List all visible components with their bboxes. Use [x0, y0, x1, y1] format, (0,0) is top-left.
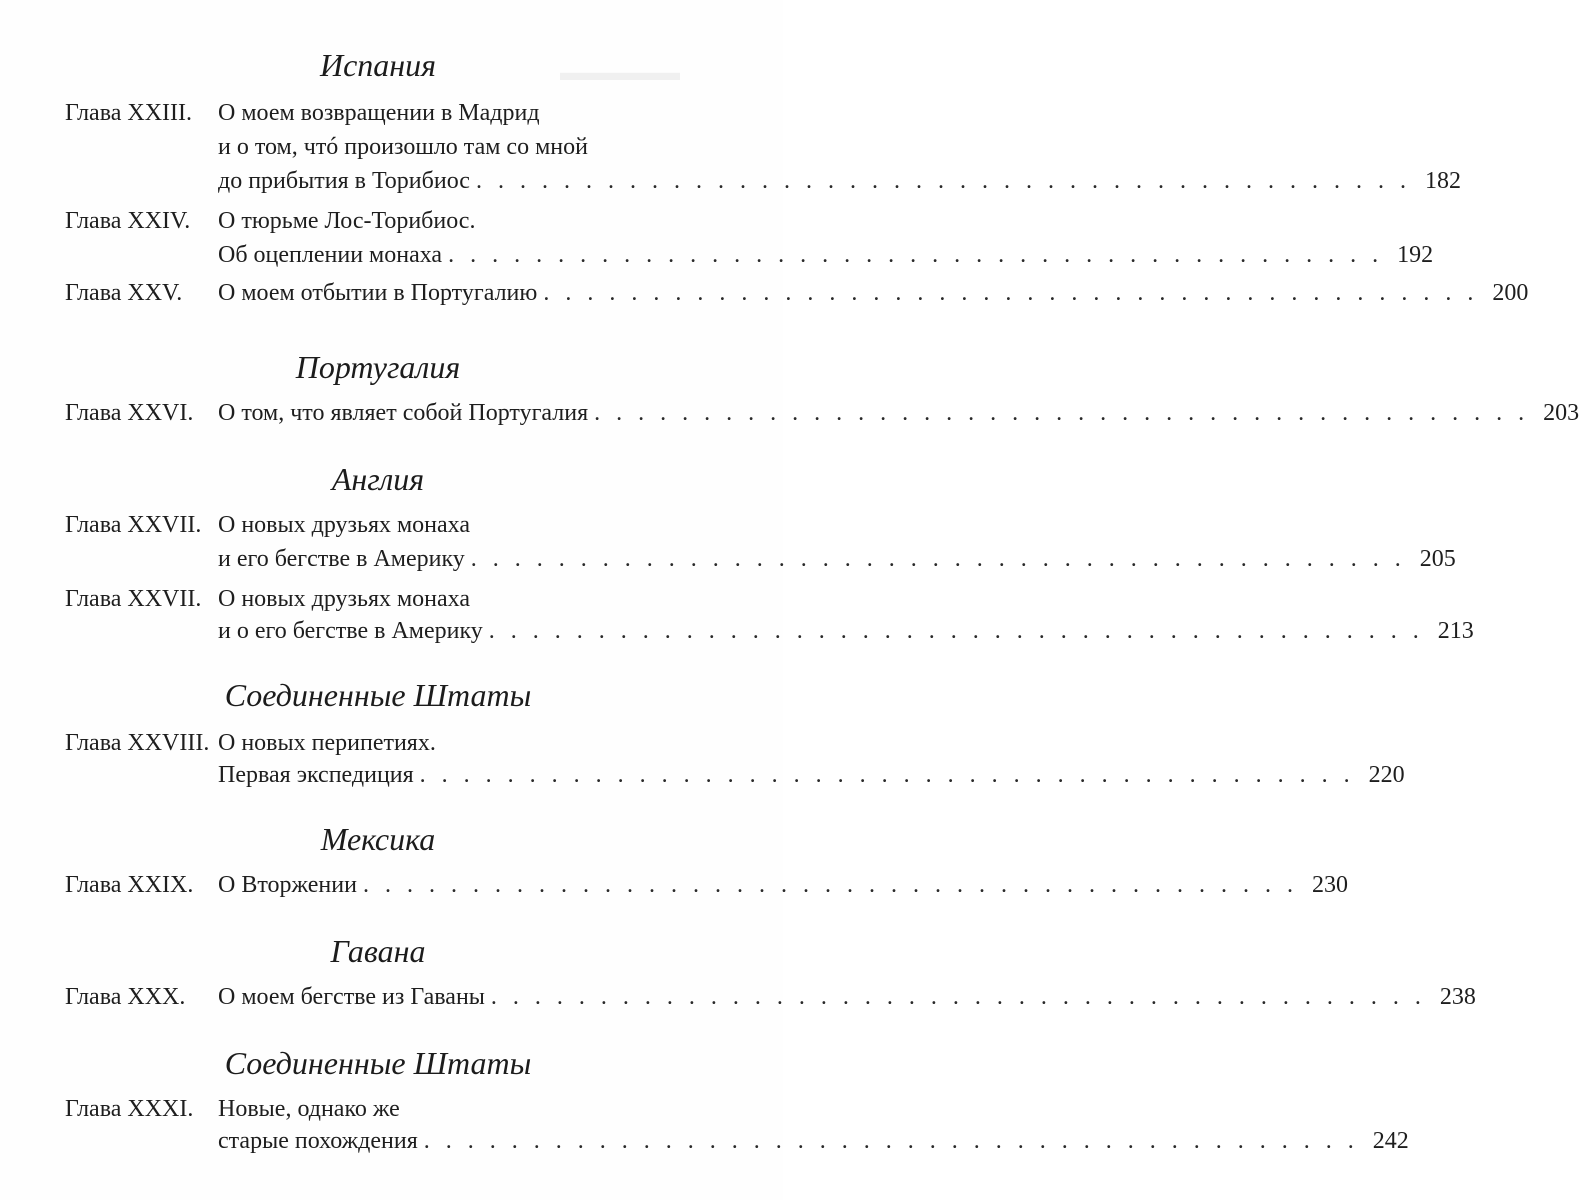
page-number: 192 [1397, 242, 1434, 268]
chapter-label: Глава XXVIII. [65, 730, 210, 756]
toc-entry-final-line [218, 238, 1434, 272]
dot-leader: . . . . . . . . . . . . . . . . . . . . . . . . . . . . . . . . . . . . . . . . . . . [490, 984, 1426, 1010]
chapter-title-line: О новых перипетиях. [218, 730, 436, 756]
toc-entry-final-line [218, 868, 1348, 902]
chapter-label: Глава XXX. [65, 984, 186, 1010]
dot-leader: . . . . . . . . . . . . . . . . . . . . . . . . . . . . . . . . . . . . . . . . . . . [419, 762, 1355, 788]
dot-leader: . . . . . . . . . . . . . . . . . . . . . . . . . . . . . . . . . . . . . . . . . . . [594, 400, 1530, 426]
toc-entry-final-line [218, 980, 1476, 1014]
chapter-title-line: и о том, чтó произошло там со мной [218, 134, 588, 160]
section-heading-england: Англия [331, 461, 425, 497]
page-number: 213 [1437, 618, 1474, 644]
section-heading-spain: Испания [319, 47, 437, 83]
toc-entry-final-line [218, 164, 1461, 198]
page-number: 205 [1419, 546, 1456, 572]
chapter-title-line: О новых друзьях монаха [218, 512, 471, 538]
show-through-decoration: ▬▬▬▬▬ [560, 60, 680, 86]
dot-leader: . . . . . . . . . . . . . . . . . . . . . . . . . . . . . . . . . . . . . . . . . . . [362, 872, 1298, 898]
section-heading-havana: Гавана [330, 933, 426, 969]
page-number: 238 [1439, 984, 1476, 1010]
dot-leader: . . . . . . . . . . . . . . . . . . . . . . . . . . . . . . . . . . . . . . . . . . . [543, 280, 1479, 306]
chapter-label: Глава XXVII. [65, 586, 202, 612]
toc-entry-final-line [218, 542, 1456, 576]
chapter-label: Глава XXXI. [65, 1096, 194, 1122]
page-number: 220 [1368, 762, 1405, 788]
toc-entry-final-line [218, 396, 1579, 430]
toc-entry-final-line [218, 758, 1405, 792]
chapter-title-line: О моем бегстве из Гаваны [218, 984, 485, 1010]
dot-leader: . . . . . . . . . . . . . . . . . . . . . . . . . . . . . . . . . . . . . . . . . . . [448, 242, 1384, 268]
chapter-title-line: О тюрьме Лос-Торибиос. [218, 208, 476, 234]
dot-leader: . . . . . . . . . . . . . . . . . . . . . . . . . . . . . . . . . . . . . . . . . . . [475, 168, 1411, 194]
chapter-label: Глава XXVII. [65, 512, 202, 538]
dot-leader: . . . . . . . . . . . . . . . . . . . . . . . . . . . . . . . . . . . . . . . . . . . [488, 618, 1424, 644]
chapter-title-line: О том, что являет собой Португалия [218, 400, 589, 426]
chapter-label: Глава XXV. [65, 280, 183, 306]
chapter-title-line: О моем возвращении в Мадрид [218, 100, 540, 126]
section-heading-mexico: Мексика [320, 821, 436, 857]
section-heading-united-states-2: Соединенные Штаты [224, 1045, 532, 1081]
dot-leader: . . . . . . . . . . . . . . . . . . . . . . . . . . . . . . . . . . . . . . . . . . . [470, 546, 1406, 572]
page-number: 182 [1424, 168, 1461, 194]
page-number: 242 [1372, 1128, 1409, 1154]
chapter-label: Глава XXIV. [65, 208, 191, 234]
section-heading-portugal: Португалия [295, 349, 461, 385]
chapter-title-line: Первая экспедиция [218, 762, 414, 788]
page-number: 230 [1311, 872, 1348, 898]
toc-entry-final-line [218, 1124, 1409, 1158]
chapter-title-line: О новых друзьях монаха [218, 586, 471, 612]
chapter-title-line: Новые, однако же [218, 1096, 400, 1122]
chapter-title-line: и о его бегстве в Америку [218, 618, 483, 644]
dot-leader: . . . . . . . . . . . . . . . . . . . . . . . . . . . . . . . . . . . . . . . . . . . [423, 1128, 1359, 1154]
toc-entry-final-line [218, 276, 1529, 310]
chapter-title-line: О моем отбытии в Португалию [218, 280, 538, 306]
page-number: 200 [1492, 280, 1529, 306]
chapter-title-line: О Вторжении [218, 872, 357, 898]
chapter-title-line: до прибытия в Торибиос [218, 168, 470, 194]
chapter-label: Глава XXIII. [65, 100, 193, 126]
section-heading-united-states: Соединенные Штаты [224, 677, 532, 713]
chapter-title-line: Об оцеплении монаха [218, 242, 443, 268]
chapter-label: Глава XXVI. [65, 400, 194, 426]
chapter-label: Глава XXIX. [65, 872, 194, 898]
page-number: 203 [1543, 400, 1579, 426]
toc-entry-final-line [218, 614, 1474, 648]
chapter-title-line: старые похождения [218, 1128, 418, 1154]
chapter-title-line: и его бегстве в Америку [218, 546, 465, 572]
